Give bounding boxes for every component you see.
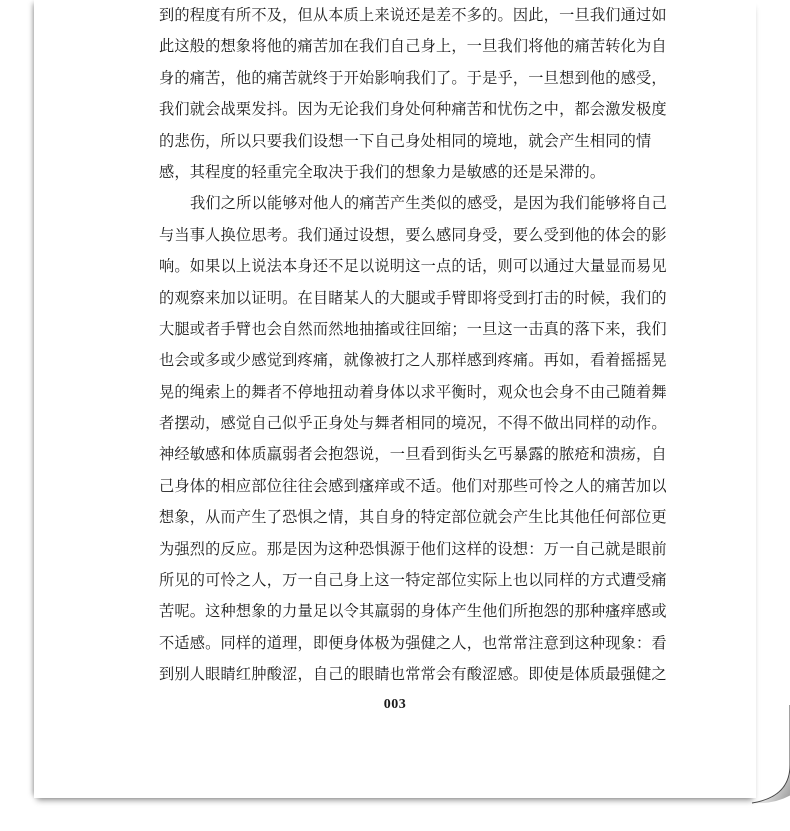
body-text (159, 0, 668, 691)
text-line: 身的痛苦，他的痛苦就终于开始影响我们了。于是乎，一旦想到他的感受， (159, 68, 667, 87)
text-line: 的观察来加以证明。在目睹某人的大腿或手臂即将受到打击的时候，我们的 (159, 288, 667, 307)
text-line: 神经敏感和体质羸弱者会抱怨说，一旦看到街头乞丐暴露的脓疮和溃疡，自 (159, 445, 667, 464)
text-line: 感，其程度的轻重完全取决于我们的想象力是敏感的还是呆滞的。 (159, 162, 606, 181)
text-line: 为强烈的反应。那是因为这种恐惧源于他们这样的设想：万一自己就是眼前 (159, 539, 667, 558)
text-line: 不适感。同样的道理，即便身体极为强健之人，也常常注意到这种现象：看 (159, 633, 667, 652)
text-line: 晃的绳索上的舞者不停地扭动着身体以求平衡时，观众也会身不由己随着舞 (159, 382, 667, 401)
text-line: 我们之所以能够对他人的痛苦产生类似的感受，是因为我们能够将自己 (190, 194, 668, 213)
text-line: 此这般的想象将他的痛苦加在我们自己身上，一旦我们将他的痛苦转化为自 (159, 37, 667, 56)
text-line: 响。如果以上说法本身还不足以说明这一点的话，则可以通过大量显而易见 (159, 257, 667, 276)
text-line: 所见的可怜之人，万一自己身上这一特定部位实际上也以同样的方式遭受痛 (159, 571, 667, 590)
text-line: 者摆动，感觉自己似乎正身处与舞者相同的境况，不得不做出同样的动作。 (159, 414, 667, 433)
text-line: 我们就会战栗发抖。因为无论我们身处何种痛苦和忧伤之中，都会激发极度 (159, 100, 667, 119)
text-line: 与当事人换位思考。我们通过设想，要么感同身受，要么受到他的体会的影 (159, 225, 667, 244)
page-number: 003 (383, 697, 407, 712)
text-line: 的悲伤，所以只要我们设想一下自己身处相同的境地，就会产生相同的情 (159, 131, 652, 150)
text-line: 己身体的相应部位往往会感到瘙痒或不适。他们对那些可怜之人的痛苦加以 (159, 476, 667, 495)
book-page (34, 0, 756, 798)
text-line: 到别人眼睛红肿酸涩，自己的眼睛也常常会有酸涩感。即使是体质最强健之 (159, 665, 667, 684)
text-line: 苦呢。这种想象的力量足以令其羸弱的身体产生他们所抱怨的那种瘙痒感或 (159, 602, 667, 621)
text-line: 到的程度有所不及，但从本质上来说还是差不多的。因此，一旦我们通过如 (159, 6, 667, 24)
page-curl-shadow (724, 705, 790, 805)
text-line: 大腿或者手臂也会自然而然地抽搐或往回缩；一旦这一击真的落下来，我们 (159, 319, 667, 338)
text-line: 想象，从而产生了恐惧之情，其自身的特定部位就会产生比其他任何部位更 (159, 508, 667, 527)
text-line: 也会或多或少感觉到疼痛，就像被打之人那样感到疼痛。再如，看着摇摇晃 (159, 351, 667, 370)
